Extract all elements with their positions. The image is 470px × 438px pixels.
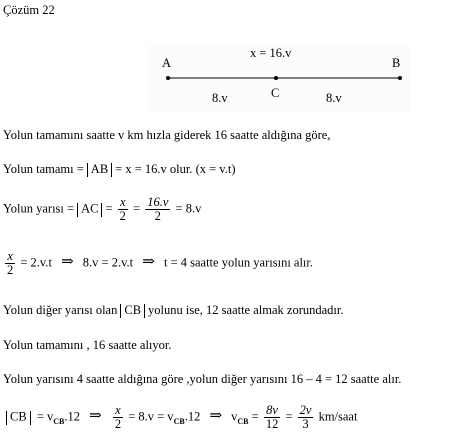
fraction: $\frac{x}{2}$ [119,195,126,223]
line-2-ab: AB [90,162,109,176]
line-4-c: t = 4 saatte yolun yarısını alır. [163,255,314,270]
subscript-cb: CB [237,416,249,426]
abs-bar [120,304,121,318]
line-8-b2: .12 [184,409,201,424]
fraction: $\frac{x}{2}$ [114,403,122,431]
line-5-post: yolunu ise, 12 saatte almak zorundadır. [148,303,344,317]
segment-diagram [148,44,410,112]
line-2 [3,162,236,177]
point-b [398,76,402,80]
line-2-post: = x = 16.v olur. (x = v.t) [115,162,236,176]
line-3 [3,196,201,223]
point-a-label: A [162,56,172,70]
line-8-eq: = [251,409,259,424]
abs-bar [6,411,7,425]
implies-arrow: ⇒ [89,408,102,425]
line-8-unit: km/saat [318,409,358,424]
segment-ac-label: 8.v [212,91,228,105]
line-8-a2: .12 [64,409,80,424]
line-8-b: = 8.v = v [128,409,174,424]
implies-arrow: ⇒ [142,254,155,271]
implies-arrow: ⇒ [61,254,74,271]
subscript-cb: CB [53,416,65,426]
point-c-label: C [271,86,280,100]
fraction: $\frac{16.v}{2}$ [147,195,169,223]
point-b-label: B [392,56,401,70]
line-8-cb: CB [10,409,27,424]
line-6: Yolun tamamını , 16 saatte alıyor. [3,338,172,352]
line-2-pre: Yolun tamamı = [3,162,84,176]
line-8-c: v [231,409,238,424]
abs-bar [144,304,145,318]
line-4-b: 8.v = 2.v.t [82,255,134,270]
line-3-eq2: = [133,201,141,216]
line-8-a: = v [36,409,54,424]
point-a [166,76,170,80]
line-4-a: = 2.v.t [20,255,52,270]
point-c [274,76,278,80]
line-4 [3,250,313,277]
abs-bar [101,203,102,217]
line-5 [3,303,343,318]
line-7: Yolun yarısını 4 saatte aldığına göre ,yolun diğer yarısını 16 – 4 = 12 saatte alır. [3,372,402,386]
line-3-eq: = [105,201,113,216]
line-8-eq2: = [285,409,293,424]
line-5-pre: Yolun diğer yarısı olan [3,303,118,317]
line-8 [3,404,357,431]
line-1: Yolun tamamını saatte v km hızla giderek 16 saatte aldığına göre, [3,128,331,142]
total-length-label: x = 16.v [250,46,292,60]
line-5-cb: CB [124,303,142,317]
fraction: $\frac{2v}{3}$ [299,403,312,431]
solution-title: Çözüm 22 [3,3,55,17]
segment-cb-label: 8.v [326,91,342,105]
line-3-post: = 8.v [175,201,202,216]
fraction: $\frac{x}{2}$ [7,249,14,277]
abs-bar [77,203,78,217]
line-3-ac: AC [81,201,99,216]
fraction: $\frac{8v}{12}$ [265,403,279,431]
abs-bar [111,163,112,177]
subscript-cb: CB [173,416,185,426]
line-3-pre: Yolun yarısı = [3,201,75,216]
abs-bar [30,411,31,425]
abs-bar [87,163,88,177]
implies-arrow: ⇒ [209,408,223,425]
